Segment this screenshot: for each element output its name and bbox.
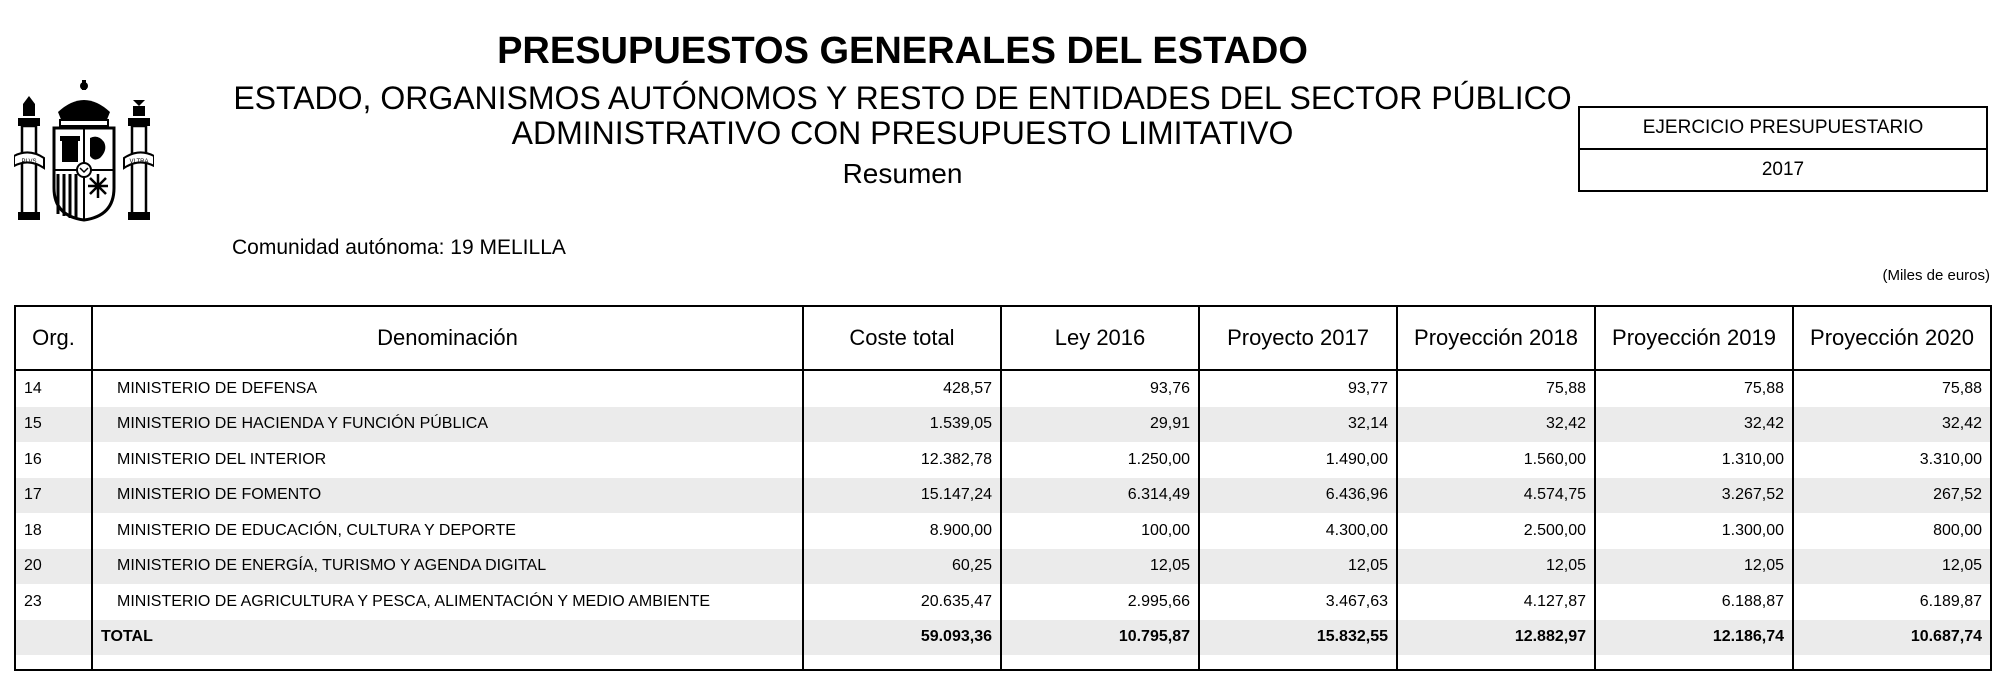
proyeccion-2020: 800,00: [1793, 513, 1991, 549]
ley-2016: 29,91: [1001, 407, 1199, 443]
proyecto-2017: 93,77: [1199, 370, 1397, 407]
total-proyeccion-2019: 12.186,74: [1595, 620, 1793, 656]
total-label: TOTAL: [92, 620, 803, 656]
proyeccion-2018: 4.127,87: [1397, 584, 1595, 620]
proyeccion-2018: 12,05: [1397, 549, 1595, 585]
crest-motto-left: PLVS: [21, 159, 37, 165]
table-row: [15, 513, 1991, 549]
fiscal-year-value: 2017: [1761, 159, 1805, 180]
proyeccion-2019: 32,42: [1595, 407, 1793, 443]
table-row: [15, 478, 1991, 514]
table-row: [15, 442, 1991, 478]
proyeccion-2019: 12,05: [1595, 549, 1793, 585]
units-note: (Miles de euros): [1882, 267, 1990, 284]
proyeccion-2018: 4.574,75: [1397, 478, 1595, 514]
table-padding-row: [15, 655, 1991, 670]
coste-total: 12.382,78: [803, 442, 1001, 478]
table-row: [15, 584, 1991, 620]
proyeccion-2020: 3.310,00: [1793, 442, 1991, 478]
coste-total: 20.635,47: [803, 584, 1001, 620]
fiscal-year-box: [1578, 106, 1988, 192]
ley-2016: 93,76: [1001, 370, 1199, 407]
proyeccion-2018: 32,42: [1397, 407, 1595, 443]
total-row: [15, 620, 1991, 656]
proyecto-2017: 32,14: [1199, 407, 1397, 443]
table-header-row: [15, 306, 1991, 370]
proyeccion-2020: 32,42: [1793, 407, 1991, 443]
section-title: Resumen: [842, 158, 963, 189]
total-coste-total: 59.093,36: [803, 620, 1001, 656]
coste-total: 60,25: [803, 549, 1001, 585]
proyecto-2017: 3.467,63: [1199, 584, 1397, 620]
col-header-proyeccion-2018: Proyección 2018: [1397, 306, 1595, 370]
ley-2016: 6.314,49: [1001, 478, 1199, 514]
ley-2016: 2.995,66: [1001, 584, 1199, 620]
total-proyeccion-2018: 12.882,97: [1397, 620, 1595, 656]
proyeccion-2019: 6.188,87: [1595, 584, 1793, 620]
col-header-org: Org.: [15, 306, 92, 370]
proyecto-2017: 1.490,00: [1199, 442, 1397, 478]
budget-table: [14, 305, 1992, 671]
table-row: [15, 407, 1991, 443]
denominacion: MINISTERIO DE DEFENSA: [92, 370, 803, 407]
ley-2016: 12,05: [1001, 549, 1199, 585]
proyeccion-2018: 1.560,00: [1397, 442, 1595, 478]
col-header-denominacion: Denominación: [92, 306, 803, 370]
org-code: 23: [24, 592, 42, 610]
page-title: PRESUPUESTOS GENERALES DEL ESTADO: [497, 30, 1308, 72]
org-code: 20: [15, 549, 92, 585]
coste-total: 428,57: [803, 370, 1001, 407]
proyecto-2017: 6.436,96: [1199, 478, 1397, 514]
org-code: 18: [24, 521, 42, 539]
proyeccion-2020: 12,05: [1793, 549, 1991, 585]
org-code: 16: [24, 450, 42, 468]
total-proyeccion-2020: 10.687,74: [1793, 620, 1991, 656]
denominacion: MINISTERIO DE EDUCACIÓN, CULTURA Y DEPORTE: [92, 513, 803, 549]
org-code: 14: [24, 379, 42, 397]
col-header-proyeccion-2019: Proyección 2019: [1595, 306, 1793, 370]
proyeccion-2020: 6.189,87: [1793, 584, 1991, 620]
coste-total: 15.147,24: [803, 478, 1001, 514]
col-header-proyecto-2017: Proyecto 2017: [1199, 306, 1397, 370]
denominacion: MINISTERIO DEL INTERIOR: [92, 442, 803, 478]
org-code: 17: [15, 478, 92, 514]
denominacion: MINISTERIO DE HACIENDA Y FUNCIÓN PÚBLICA: [92, 407, 803, 443]
crest-motto-right: VLTRA: [129, 159, 149, 165]
org-code: 15: [15, 407, 92, 443]
denominacion: MINISTERIO DE AGRICULTURA Y PESCA, ALIMENTACIÓN Y MEDIO AMBIENTE: [92, 584, 803, 620]
ley-2016: 1.250,00: [1001, 442, 1199, 478]
community-label: Comunidad autónoma: 19 MELILLA: [232, 236, 566, 259]
table-row: [15, 370, 1991, 407]
total-ley-2016: 10.795,87: [1001, 620, 1199, 656]
total-proyecto-2017: 15.832,55: [1199, 620, 1397, 656]
proyeccion-2019: 1.300,00: [1595, 513, 1793, 549]
subtitle-line-1: ESTADO, ORGANISMOS AUTÓNOMOS Y RESTO DE ENTIDADES DEL SECTOR PÚBLICO: [233, 80, 1572, 116]
col-header-ley-2016: Ley 2016: [1001, 306, 1199, 370]
proyeccion-2018: 75,88: [1397, 370, 1595, 407]
col-header-proyeccion-2020: Proyección 2020: [1793, 306, 1991, 370]
proyeccion-2019: 1.310,00: [1595, 442, 1793, 478]
ley-2016: 100,00: [1001, 513, 1199, 549]
table-row: [15, 549, 1991, 585]
proyecto-2017: 12,05: [1199, 549, 1397, 585]
proyecto-2017: 4.300,00: [1199, 513, 1397, 549]
coste-total: 8.900,00: [803, 513, 1001, 549]
denominacion: MINISTERIO DE ENERGÍA, TURISMO Y AGENDA DIGITAL: [92, 549, 803, 585]
total-org: [15, 620, 92, 656]
col-header-coste-total: Coste total: [803, 306, 1001, 370]
subtitle-line-2: ADMINISTRATIVO CON PRESUPUESTO LIMITATIVO: [511, 115, 1294, 151]
proyeccion-2019: 3.267,52: [1595, 478, 1793, 514]
coste-total: 1.539,05: [803, 407, 1001, 443]
fiscal-year-label: EJERCICIO PRESUPUESTARIO: [1580, 108, 1986, 150]
denominacion: MINISTERIO DE FOMENTO: [92, 478, 803, 514]
proyeccion-2020: 75,88: [1793, 370, 1991, 407]
proyeccion-2020: 267,52: [1793, 478, 1991, 514]
proyeccion-2019: 75,88: [1595, 370, 1793, 407]
proyeccion-2018: 2.500,00: [1397, 513, 1595, 549]
